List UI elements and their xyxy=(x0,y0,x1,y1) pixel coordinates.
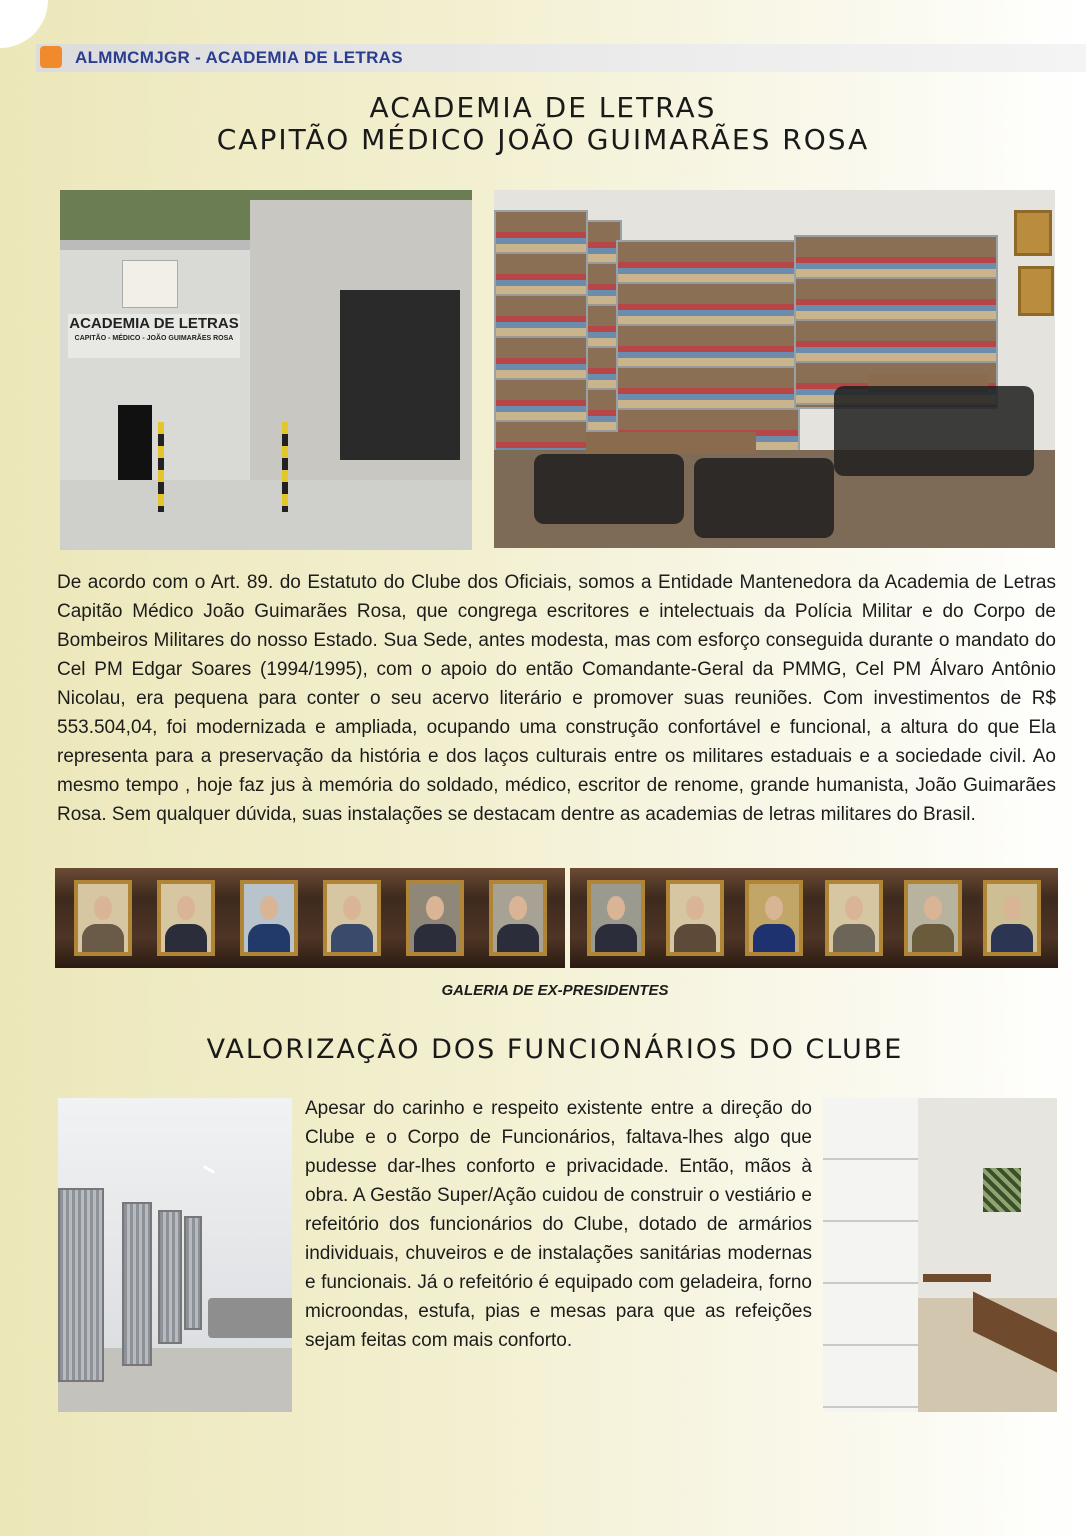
portrait xyxy=(157,880,215,956)
chairs xyxy=(834,386,1034,476)
title-line-1: ACADEMIA DE LETRAS xyxy=(369,91,717,124)
sink-counter xyxy=(208,1298,292,1338)
bench xyxy=(923,1274,991,1282)
lockers xyxy=(823,1098,918,1412)
toilet-stall-door xyxy=(58,1188,104,1382)
bollard-post xyxy=(158,422,164,512)
building-sign-sub: CAPITÃO - MÉDICO - JOÃO GUIMARÃES ROSA xyxy=(74,335,234,342)
academy-paragraph: De acordo com o Art. 89. do Estatuto do Clube dos Oficiais, somos a Entidade Mantenedora da Academia de Letras Capitão Médico João Guimarães Rosa, que congrega escritores e intelectuais da Polícia Militar e do Corpo de Bombeiros Militares do nosso Estado. Sua Sede, antes modesta, mas com esforço conseguida durante o mandato do Cel PM Edgar Soares (1994/1995), com o apoio do então Comandante-Geral da PMMG, Cel PM Álvaro Antônio Nicolau, era pequena para conter o seu acervo literário e promover suas reuniões. Com investimentos de R$ 553.504,04, foi modernizada e ampliada, ocupando uma construção confortável e funcional, a altura do que Ela representa para a preservação da história e dos laços culturais entre os militares estaduais e a sociedade civil. Ao mesmo tempo , hoje faz jus à memória do soldado, médico, escritor de renome, grande humanista, João Guimarães Rosa. Sem qualquer dúvida, suas instalações se destacam dentre as academias de letras militares do Brasil. xyxy=(57,572,1056,825)
restroom-photo xyxy=(58,1098,292,1412)
portrait xyxy=(323,880,381,956)
portrait xyxy=(666,880,724,956)
building-sign xyxy=(68,314,240,358)
gallery-caption: GALERIA DE EX-PRESIDENTES xyxy=(441,982,669,999)
sidewalk xyxy=(60,480,472,550)
gallery-left-wall xyxy=(55,868,565,968)
portrait xyxy=(745,880,803,956)
chairs xyxy=(534,454,684,524)
page-corner xyxy=(0,0,48,48)
header-label: ALMMCMJGR - ACADEMIA DE LETRAS xyxy=(75,48,403,67)
portrait xyxy=(904,880,962,956)
section-title: VALORIZAÇÃO DOS FUNCIONÁRIOS DO CLUBE xyxy=(206,1034,904,1065)
toilet-stall-door xyxy=(122,1202,152,1366)
portrait xyxy=(825,880,883,956)
title-line-2: CAPITÃO MÉDICO JOÃO GUIMARÃES ROSA xyxy=(216,123,870,156)
building-photo xyxy=(60,190,472,550)
page-title xyxy=(0,92,1086,156)
header-accent-square xyxy=(40,46,62,68)
building-door xyxy=(118,405,152,480)
staff-paragraph: Apesar do carinho e respeito existente entre a direção do Clube e o Corpo de Funcionários, faltava-lhes algo que pudesse dar-lhes conforto e privacidade. Então, mãos à obra. A Gestão Super/Ação cuidou de construir o vestiário e refeitório dos funcionários do Clube, dotado de armários individuais, chuveiros e de instalações sanitárias modernas e funcionais. Já o refeitório é equipado com geladeira, forno microondas, estufa, pias e mesas para que as refeições sejam feitas com mais conforto. xyxy=(305,1098,812,1351)
library-table xyxy=(586,432,756,454)
window xyxy=(983,1168,1021,1212)
gallery-right-wall xyxy=(570,868,1058,968)
toilet-stall-door xyxy=(158,1210,182,1344)
portrait xyxy=(406,880,464,956)
library-photo xyxy=(494,190,1055,548)
portrait xyxy=(983,880,1041,956)
portrait xyxy=(489,880,547,956)
chairs xyxy=(694,458,834,538)
portrait xyxy=(74,880,132,956)
wall-picture xyxy=(1014,210,1052,256)
bookshelf xyxy=(616,240,800,464)
building-dark-window xyxy=(340,290,460,460)
bollard-post xyxy=(282,422,288,512)
toilet-stall-door xyxy=(184,1216,202,1330)
portrait xyxy=(240,880,298,956)
wall-picture xyxy=(1018,266,1054,316)
portrait xyxy=(587,880,645,956)
crest-emblem xyxy=(122,260,178,308)
gallery-photo xyxy=(55,868,1058,968)
building-sign-main: ACADEMIA DE LETRAS xyxy=(69,315,239,332)
locker-room-photo xyxy=(823,1098,1057,1412)
